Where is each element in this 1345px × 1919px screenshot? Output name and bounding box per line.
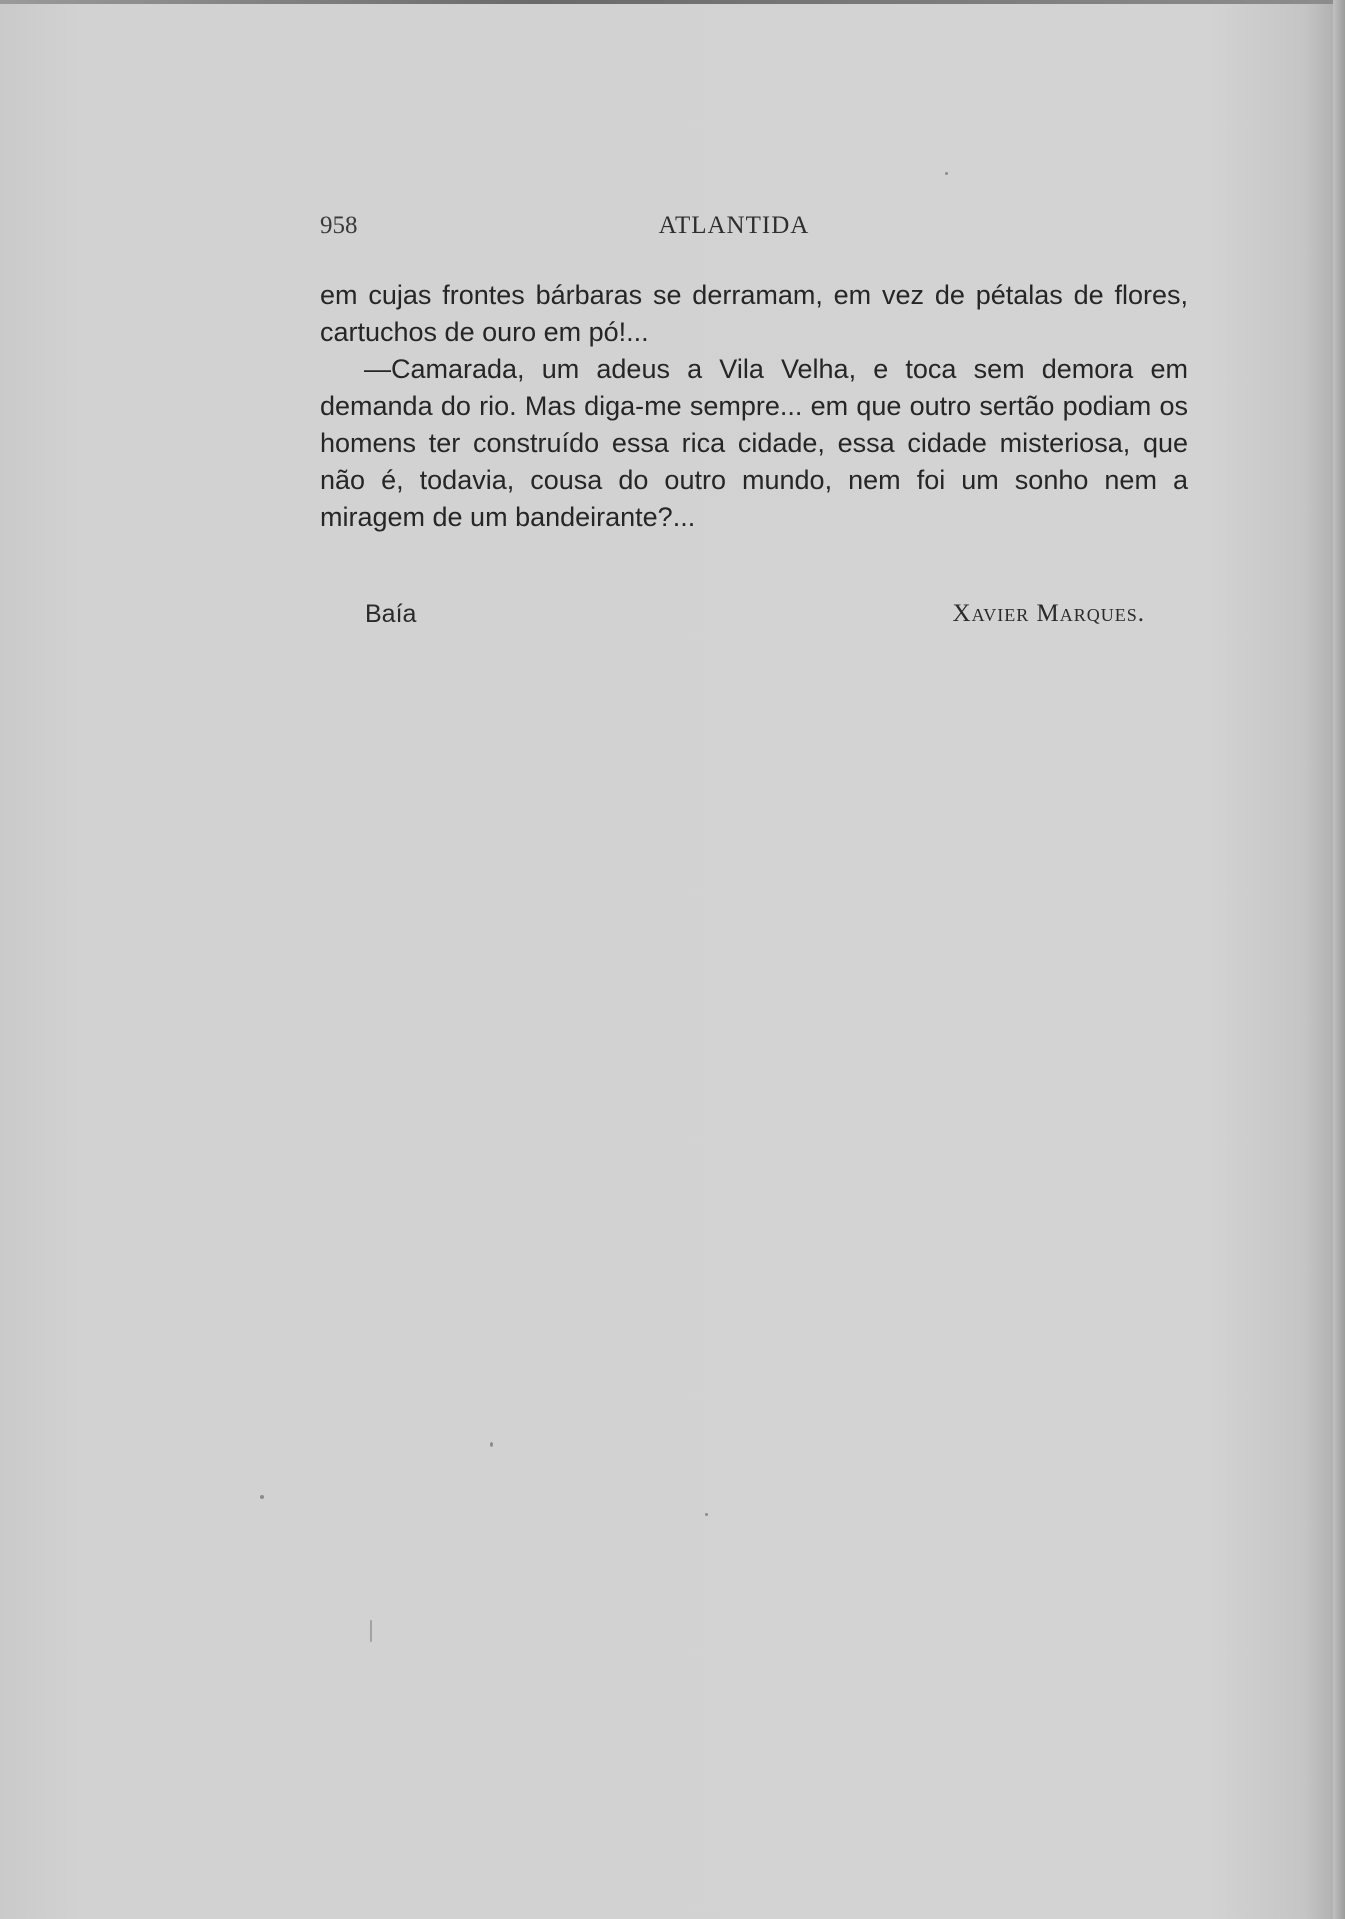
paragraph: —Camarada, um adeus a Vila Velha, e toca sem demora em demanda do rio. Mas diga-me sempre... em que outro sertão podiam os homens ter construído essa rica cidade, essa cidade misteriosa, que não é, todavia, cousa do outro mundo, nem foi um sonho nem a miragem de um bandeirante?... bbox=[320, 354, 1188, 532]
paper-speck bbox=[260, 1495, 264, 1499]
signature-author: Xavier Marques. bbox=[952, 600, 1145, 627]
running-title: ATLANTIDA bbox=[658, 212, 810, 239]
paper-speck bbox=[490, 1442, 493, 1447]
paper-speck bbox=[370, 1620, 372, 1642]
body-text bbox=[320, 277, 1188, 536]
running-head bbox=[320, 212, 1190, 244]
signature-place: Baía bbox=[365, 600, 417, 628]
paragraph: em cujas frontes bárbaras se derramam, em vez de pétalas de flores, cartuchos de ouro em pó!... bbox=[320, 280, 1188, 347]
signature-line bbox=[365, 600, 1145, 634]
page-top-edge bbox=[0, 0, 1345, 4]
paper-speck bbox=[945, 172, 948, 175]
paper-speck bbox=[705, 1513, 708, 1516]
page-right-edge bbox=[1333, 0, 1345, 1919]
page-number: 958 bbox=[320, 212, 358, 239]
